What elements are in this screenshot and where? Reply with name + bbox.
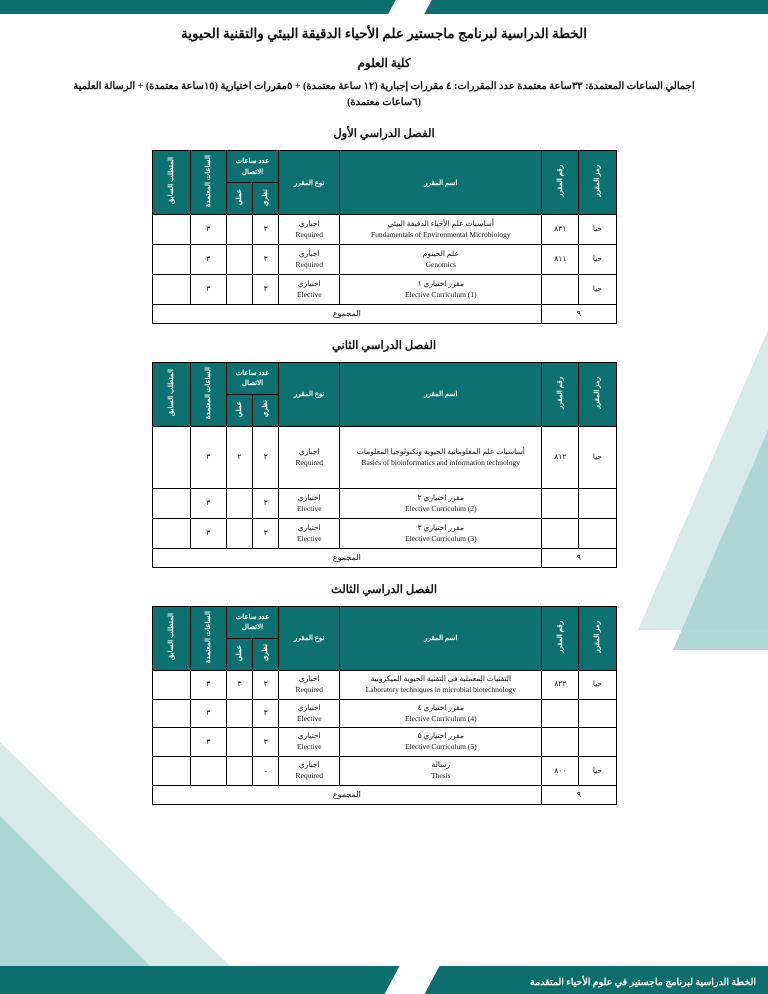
table-row: [152, 519, 616, 549]
cell-code: [579, 519, 616, 549]
col-header-prereq: المتطلب السابق: [152, 606, 190, 670]
col-header-contact-hours: عدد ساعات الاتصال: [226, 151, 278, 183]
table-row: [152, 427, 616, 489]
table-row: [152, 757, 616, 786]
footer-text: الخطة الدراسية لبرنامج ماجستير في علوم الأحياء المتقدمة: [529, 978, 756, 988]
cell-course-name: التقنيات المعملية في التقنية الحيوية الميكروبية Laboratory techniques in microbial biotechnology: [340, 670, 542, 699]
col-header-prereq: المتطلب السابق: [152, 151, 190, 215]
cell-code: حيا: [579, 275, 616, 305]
cell-practical-hours: [226, 699, 252, 728]
cell-credit-hours: ٣: [190, 489, 226, 519]
cell-credit-hours: [190, 757, 226, 786]
cell-number: [542, 275, 579, 305]
table-row: [152, 670, 616, 699]
semester-3-title: الفصل الدراسي الثالث: [330, 583, 438, 596]
col-header-name: اسم المقرر: [340, 151, 542, 215]
cell-total-credits: ٩: [542, 549, 616, 568]
cell-credit-hours: ٣: [190, 245, 226, 275]
semester-2-title: الفصل الدراسي الثاني: [331, 339, 437, 352]
cell-code: حيا: [579, 245, 616, 275]
cell-code: [579, 699, 616, 728]
cell-number: [542, 489, 579, 519]
cell-course-type: اجباري Required: [279, 215, 340, 245]
cell-total-label: المجموع: [152, 549, 542, 568]
cell-total-label: المجموع: [152, 785, 542, 804]
cell-practical-hours: [226, 728, 252, 757]
table-row: [152, 245, 616, 275]
table-row: [152, 699, 616, 728]
table-header-row: [152, 606, 616, 638]
cell-code: حيا: [579, 757, 616, 786]
total-credits-summary: اجمالي الساعات المعتمدة: ٣٣ساعة معتمدة عدد المقررات: ٤ مقررات إجبارية (١٢ ساعة معتمدة) + ٥مقررات اختيارية (١٥ساعة معتمدة) + الرسالة العلمية (٦ساعات معتمدة): [73, 81, 695, 108]
cell-prerequisite: [152, 670, 190, 699]
col-header-contact-hours: عدد ساعات الاتصال: [226, 362, 278, 394]
cell-number: ٨١٢: [542, 427, 579, 489]
col-header-credit: الساعات المعتمدة: [190, 606, 226, 670]
college-name: كلية العلوم: [357, 56, 411, 70]
col-header-name: اسم المقرر: [340, 606, 542, 670]
cell-code: [579, 728, 616, 757]
cell-number: [542, 699, 579, 728]
cell-prerequisite: [152, 519, 190, 549]
table-total-row: [152, 785, 616, 804]
cell-total-credits: ٩: [542, 305, 616, 324]
semester-2-table: [152, 362, 617, 568]
cell-credit-hours: ٣: [190, 427, 226, 489]
table-header-row: [152, 151, 616, 183]
cell-practical-hours: [226, 519, 252, 549]
cell-practical-hours: [226, 757, 252, 786]
cell-prerequisite: [152, 699, 190, 728]
cell-prerequisite: [152, 275, 190, 305]
col-header-type: نوع المقرر: [279, 362, 340, 426]
cell-course-type: اختياري Elective: [279, 728, 340, 757]
cell-prerequisite: [152, 489, 190, 519]
cell-code: [579, 489, 616, 519]
col-header-credit: الساعات المعتمدة: [190, 362, 226, 426]
cell-course-name: أساسيات علم المعلوماتية الحيوية وتكنولوجيا المعلومات Basics of bioinformatics and information technology: [340, 427, 542, 489]
col-header-practical: عملي: [226, 638, 252, 670]
cell-theory-hours: ٣: [253, 699, 279, 728]
cell-code: حيا: [579, 427, 616, 489]
semester-1-table: [152, 150, 617, 324]
cell-code: حيا: [579, 670, 616, 699]
cell-course-type: اختياري Elective: [279, 275, 340, 305]
cell-practical-hours: [226, 489, 252, 519]
col-header-practical: عملي: [226, 183, 252, 215]
col-header-practical: عملي: [226, 395, 252, 427]
cell-practical-hours: ٢: [226, 427, 252, 489]
col-header-number: رقم المقرر: [542, 606, 579, 670]
cell-credit-hours: ٣: [190, 699, 226, 728]
cell-course-name: مقرر اختياري ١ Elective Curriculum (1): [340, 275, 542, 305]
table-header-row: [152, 362, 616, 394]
cell-course-type: اجباري Required: [279, 427, 340, 489]
table-row: [152, 215, 616, 245]
cell-practical-hours: ٣: [226, 670, 252, 699]
table-row: [152, 489, 616, 519]
col-header-code: رمز المقرر: [579, 606, 616, 670]
cell-prerequisite: [152, 427, 190, 489]
cell-practical-hours: [226, 215, 252, 245]
col-header-number: رقم المقرر: [542, 362, 579, 426]
col-header-contact-hours: عدد ساعات الاتصال: [226, 606, 278, 638]
table-total-row: [152, 305, 616, 324]
cell-number: [542, 728, 579, 757]
cell-course-type: اجباري Required: [279, 670, 340, 699]
cell-course-type: اختياري Elective: [279, 519, 340, 549]
cell-course-name: مقرر اختياري ٤ Elective Curriculum (4): [340, 699, 542, 728]
col-header-number: رقم المقرر: [542, 151, 579, 215]
col-header-theory: نظري: [253, 638, 279, 670]
cell-course-name: رسالة Thesis: [340, 757, 542, 786]
semester-3-table: [152, 606, 617, 805]
cell-prerequisite: [152, 757, 190, 786]
cell-course-type: اجباري Required: [279, 245, 340, 275]
cell-course-name: مقرر اختياري ٢ Elective Curriculum (2): [340, 489, 542, 519]
col-header-theory: نظري: [253, 395, 279, 427]
cell-number: [542, 519, 579, 549]
col-header-name: اسم المقرر: [340, 362, 542, 426]
cell-course-name: مقرر اختياري ٣ Elective Curriculum (3): [340, 519, 542, 549]
cell-credit-hours: ٣: [190, 275, 226, 305]
cell-total-credits: ٩: [542, 785, 616, 804]
cell-practical-hours: [226, 275, 252, 305]
cell-total-label: المجموع: [152, 305, 542, 324]
col-header-type: نوع المقرر: [279, 606, 340, 670]
col-header-theory: نظري: [253, 183, 279, 215]
cell-prerequisite: [152, 728, 190, 757]
cell-theory-hours: ٢: [253, 427, 279, 489]
cell-theory-hours: ٣: [253, 519, 279, 549]
cell-prerequisite: [152, 245, 190, 275]
cell-course-type: اجباري Required: [279, 757, 340, 786]
cell-theory-hours: -: [253, 757, 279, 786]
cell-theory-hours: ٣: [253, 245, 279, 275]
cell-number: ٨١١: [542, 245, 579, 275]
cell-theory-hours: ٣: [253, 215, 279, 245]
cell-course-name: أساسيات علم الأحياء الدقيقة البيئي Fundamentals of Environmental Microbiology: [340, 215, 542, 245]
col-header-code: رمز المقرر: [579, 362, 616, 426]
cell-course-type: اختياري Elective: [279, 489, 340, 519]
cell-practical-hours: [226, 245, 252, 275]
table-row: [152, 728, 616, 757]
col-header-type: نوع المقرر: [279, 151, 340, 215]
page-title: الخطة الدراسية لبرنامج ماجستير علم الأحياء الدقيقة البيئي والتقنية الحيوية: [181, 26, 587, 41]
cell-credit-hours: ٣: [190, 215, 226, 245]
cell-theory-hours: ٣: [253, 670, 279, 699]
cell-theory-hours: ٣: [253, 275, 279, 305]
cell-credit-hours: ٣: [190, 670, 226, 699]
cell-code: حيا: [579, 215, 616, 245]
cell-course-name: علم الجينوم Genomics: [340, 245, 542, 275]
cell-course-name: مقرر اختياري ٥ Elective Curriculum (5): [340, 728, 542, 757]
cell-number: ٨٣١: [542, 215, 579, 245]
col-header-prereq: المتطلب السابق: [152, 362, 190, 426]
col-header-credit: الساعات المعتمدة: [190, 151, 226, 215]
table-row: [152, 275, 616, 305]
cell-course-type: اختياري Elective: [279, 699, 340, 728]
cell-prerequisite: [152, 215, 190, 245]
col-header-code: رمز المقرر: [579, 151, 616, 215]
table-total-row: [152, 549, 616, 568]
cell-credit-hours: ٣: [190, 519, 226, 549]
semester-1-title: الفصل الدراسي الأول: [333, 128, 435, 140]
cell-theory-hours: ٣: [253, 489, 279, 519]
cell-theory-hours: ٣: [253, 728, 279, 757]
cell-credit-hours: ٣: [190, 728, 226, 757]
cell-number: ٨٠٠: [542, 757, 579, 786]
cell-number: ٨٢٢: [542, 670, 579, 699]
